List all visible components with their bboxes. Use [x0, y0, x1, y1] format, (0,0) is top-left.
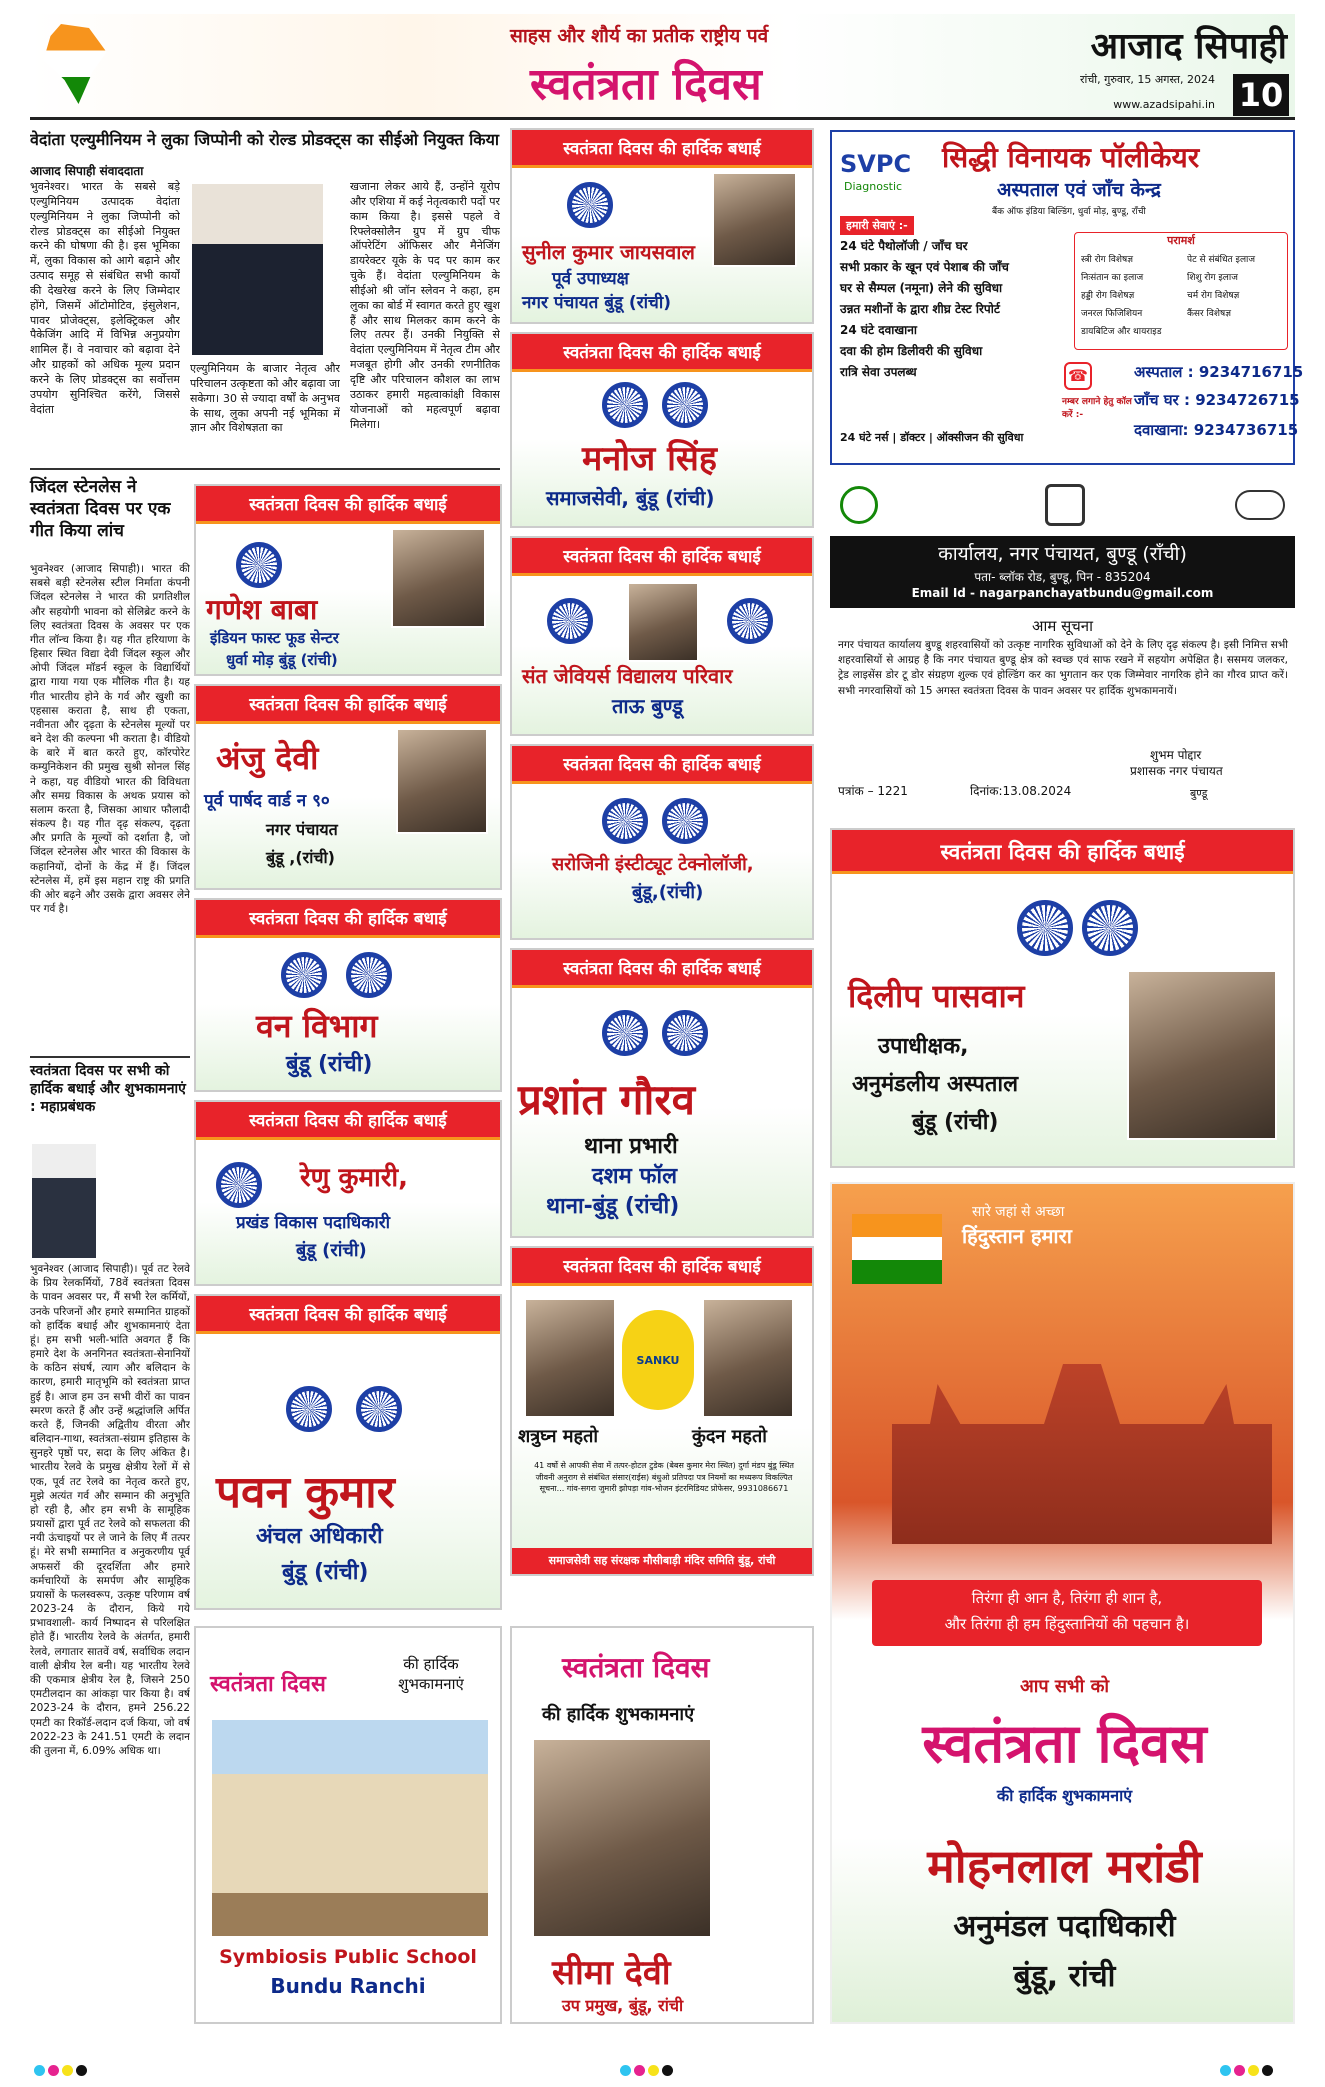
ad-anju-line1: पूर्व पार्षद वार्ड न ९० [204, 791, 330, 811]
clinic-subtitle: अस्पताल एवं जाँच केन्द्र [997, 179, 1161, 201]
newspaper-name: आजाद सिपाही [1090, 25, 1287, 67]
ad-symbiosis [194, 1626, 502, 2024]
mohan-line1: अनुमंडल पदाधिकारी [953, 1909, 1176, 1944]
clinic-services [840, 236, 1070, 383]
story3-headline: स्वतंत्रता दिवस पर सभी को हार्दिक बधाई और शुभकामनाएं : महाप्रबंधक [30, 1063, 186, 1116]
ad-anju-photo [396, 728, 488, 834]
ad-pawan-line2: बुंडू (रांची) [282, 1560, 369, 1585]
mohan-top1: सारे जहां से अच्छा [972, 1204, 1065, 1220]
mohan-name: मोहनलाल मरांडी [927, 1839, 1202, 1893]
clinic-service: 24 घंटे पैथोलॉजी / जाँच घर [840, 239, 968, 253]
ad-dilip-name: दिलीप पासवान [848, 977, 1025, 1015]
ad-prashant-line1: थाना प्रभारी [584, 1134, 678, 1159]
ad-xaviers-name: संत जेवियर्स विद्यालय परिवार [522, 664, 733, 688]
mohan-greet: आप सभी को [1019, 1676, 1110, 1697]
ad-xaviers: स्वतंत्रता दिवस की हार्दिक बधाई संत जेवियर्स विद्यालय परिवार ताऊ बुण्डू [510, 536, 814, 736]
clinic-service: 24 घंटे दवाखाना [840, 323, 918, 337]
ad-prashant-line3: थाना-बुंडू (रांची) [546, 1194, 680, 1219]
notice-ref: पत्रांक – 1221 [838, 784, 908, 798]
ad-mahto-footer: समाजसेवी सह संरक्षक मौसीबाड़ी मंदिर समिति बुंडू, रांची [512, 1548, 812, 1574]
ad-ganesh-photo [391, 528, 486, 628]
story1-col1: भुवनेश्वर। भारत के सबसे बड़े एल्युमिनियम उत्पादक वेदांता एल्युमिनियम ने लुका जिप्पोनी को रोल्ड प्रोडक्ट्स का सीईओ नियुक्त करने की घोषणा की है। इस भूमिका में, लुका विकास को आगे बढ़ाने और उत्पाद समूह से संबंधित सभी कार्यों की देखरेख करने के लिए जिम्मेदार होंगे, जिसमें ऑटोमोटिव, इंसुलेशन, पावर प्रोजेक्ट्स, इलेक्ट्रिकल और पैकेजिंग आदि में विभिन्न अनुप्रयोग शामिल हैं। वे नवाचार को बढ़ावा देने और ग्राहकों को अधिक मूल्य प्रदान करने के लिए प्रोडक्ट्स का सर्वोत्तम उपयोग सुनिश्चित करेंगे, जिससे वेदांता [30, 180, 180, 416]
ad-pawan: स्वतंत्रता दिवस की हार्दिक बधाई पवन कुमार अंचल अधिकारी बुंडू (रांची) [194, 1294, 502, 1610]
clinic-phone-hospital[interactable]: अस्पताल : 9234716715 [1134, 363, 1304, 381]
ad-dilip: स्वतंत्रता दिवस की हार्दिक बधाई दिलीप पासवान उपाधीक्षक, अनुमंडलीय अस्पताल बुंडू (रांची) [830, 828, 1295, 1168]
masthead-tagline: साहस और शौर्य का प्रतीक राष्ट्रीय पर्व [510, 25, 769, 47]
clinic-service: घर से सैम्पल (नमूना) लेने की सुविधा [840, 281, 1003, 295]
clinic-advice-box: परामर्श स्त्री रोग विशेषज्ञ निःसंतान का इलाज हड्डी रोग विशेषज्ञ जनरल फिजिशियन डायबिटिज और थायराइड पेट से संबंधित इलाज शिशु रोग इलाज चर्म रोग विशेषज्ञ कैंसर विशेषज्ञ [1074, 232, 1288, 350]
ad-ganesh-name: गणेश बाबा [206, 593, 318, 626]
ad-renu: स्वतंत्रता दिवस की हार्दिक बधाई रेणु कुमारी, प्रखंड विकास पदाधिकारी बुंडू (रांची) [194, 1100, 502, 1286]
clinic-title: सिद्धी विनायक पॉलीकेयर [942, 141, 1200, 174]
clinic-phone-pharmacy[interactable]: दवाखाना: 9234736715 [1134, 421, 1299, 439]
ad-sunil-name: सुनील कुमार जायसवाल [522, 240, 695, 264]
notice-address: पता- ब्लॉक रोड, बुण्डू, पिन - 835204 [974, 570, 1151, 584]
mohan-top2: हिंदुस्तान हमारा [962, 1224, 1072, 1248]
ad-sunil-line1: पूर्व उपाध्यक्ष [552, 269, 629, 289]
mohan-title: स्वतंत्रता दिवस [922, 1711, 1207, 1775]
ad-symbiosis-place: Bundu Ranchi [270, 1974, 426, 1998]
ad-pawan-line1: अंचल अधिकारी [256, 1524, 383, 1549]
ad-anju-line2: नगर पंचायत [266, 820, 338, 839]
ad-anju-line3: बुंडू ,(रांची) [266, 848, 335, 867]
ad-ganesh: स्वतंत्रता दिवस की हार्दिक बधाई गणेश बाबा इंडियन फास्ट फूड सेन्टर धुर्वा मोड़ बुंडू (रांची) [194, 484, 502, 676]
ad-mahto-text: 41 वर्षो से आपकी सेवा में तत्पर-होटल टुडेक (बेबस कुमार मेरा स्थित) दुर्गा मंडप बुंडू स्थित जीवनी अनुराग से संबंधित संसार(राईस) बंधुओ प्रतिपदा पत्र नियमों का मध्यरूप विकल्पित सूचना... गांव-सगरा जुमारी झोपड़ा गांव-भोजन इंटरमिडियट प्रोफेसर, 9931086671 [534, 1461, 794, 1494]
clinic-address: बैंक ऑफ इंडिया बिल्डिंग, धुर्वा मोड़, बुण्डू, राँची [992, 207, 1146, 217]
ad-renu-line1: प्रखंड विकास पदाधिकारी [236, 1213, 391, 1233]
ad-sunil-line2: नगर पंचायत बुंडू (रांची) [522, 293, 672, 313]
ad-seema-name: सीमा देवी [552, 1953, 671, 1993]
print-registration-marks [34, 2061, 90, 2073]
ad-manoj-name: मनोज सिंह [582, 439, 717, 479]
notice-logo-mid [1045, 484, 1085, 526]
ad-symbiosis-building [210, 1718, 490, 1938]
mohan-line2: बुंडू, रांची [1013, 1959, 1116, 1994]
notice-logo-right [1235, 490, 1285, 520]
notice-sign-place: बुण्डू [1190, 787, 1208, 800]
ad-mahto-name2: कुंदन महतो [692, 1426, 767, 1447]
story1-col3: खजाना लेकर आये हैं, उन्होंने यूरोप और एशिया में कई नेतृत्वकारी पदों पर काम किया है। इससे पहले वे रिफ्लेक्सोलैन ग्रुप में ग्रुप चीफ ऑपरेटिंग ऑफिसर और मैनेजिंग डायरेक्टर यूके के पद पर काम कर चुके हैं। वेदांता एल्युमिनियम के सीईओ श्री जॉन स्लेवन ने कहा, हम लुका का बोर्ड में स्वागत करते हुए खुश हैं और साथ मिलकर काम करने के लिए तत्पर हैं। उनकी नियुक्ति से वेदांता एल्युमिनियम में नेतृत्व टीम और मजबूत होगी और उनकी रणनीतिक दृष्टि और परिचालन कौशल का लाभ उठाकर हमारी महत्वाकांक्षी विकास योजनाओं को महत्वपूर्ण बढ़ावा मिलेगा। [350, 180, 500, 431]
ad-mahto-logo-text: SANKU [636, 1353, 680, 1367]
notice-email: Email Id - nagarpanchayatbundu@gmail.com [911, 586, 1214, 600]
ad-prashant: स्वतंत्रता दिवस की हार्दिक बधाई प्रशांत गौरव थाना प्रभारी दशम फॉल थाना-बुंडू (रांची) [510, 948, 814, 1238]
ad-prashant-line2: दशम फॉल [592, 1164, 678, 1189]
ad-sunil [510, 128, 814, 324]
story1-photo [190, 182, 325, 357]
ad-sunil-photo [712, 172, 797, 267]
ad-ganesh-line2: धुर्वा मोड़ बुंडू (रांची) [226, 651, 338, 669]
ad-seema-title: स्वतंत्रता दिवस [562, 1651, 710, 1684]
ad-van-name: वन विभाग [256, 1007, 378, 1045]
ad-dilip-line1: उपाधीक्षक, [878, 1034, 969, 1059]
ad-van-line1: बुंडू (रांची) [286, 1052, 373, 1077]
notice-sign-title: प्रशासक नगर पंचायत [1130, 764, 1223, 778]
ad-anju: स्वतंत्रता दिवस की हार्दिक बधाई अंजु देवी पूर्व पार्षद वार्ड न ९० नगर पंचायत बुंडू ,(रांची) [194, 684, 502, 890]
ad-manoj: स्वतंत्रता दिवस की हार्दिक बधाई मनोज सिंह समाजसेवी, बुंडू (रांची) [510, 332, 814, 528]
clinic-call: नम्बर लगाने हेतु कॉल करें :- [1062, 397, 1132, 420]
notice-logo-left [840, 486, 878, 524]
ad-mahto-photo2 [702, 1298, 794, 1418]
ad-dilip-line3: बुंडू (रांची) [912, 1110, 999, 1135]
story3-body: भुवनेश्वर (आजाद सिपाही)। पूर्व तट रेलवे के प्रिय रेलकर्मियों, 78वें स्वतंत्रता दिवस के पावन अवसर पर, मैं सभी रेल कर्मियों, उनके परिजनों और हमारे सम्मानित ग्राहकों को हार्दिक बधाई और शुभकामनाएं देता हूं। हम सभी भली-भांति अवगत हैं कि हमारे देश के अनगिनत स्वतंत्रता-सेनानियों के कठिन संघर्ष, त्याग और बलिदान के कारण, हमारी मातृभूमि को स्वतंत्रता प्राप्त हुई है। आज हम उन सभी वीरों का पावन स्मरण करते हैं और उन्हें श्रद्धांजलि अर्पित करते हैं, जिनकी अद्वितीय वीरता और बलिदान-गाथा, स्वतंत्रता-संग्राम इतिहास के सुनहरे पृष्ठों पर, सदा के लिए अंकित है। भारतीय रेलवे के प्रमुख क्षेत्रीय रेलों में से एक, पूर्व तट रेलवे का नेतृत्व करते हुए, मुझे अत्यंत गर्व और सम्मान की अनुभूति हो रही है, और हम सभी के सामूहिक प्रयासों द्वारा पूर्व तट रेलवे को सफलता की नयी ऊंचाइयों पर ले जाने के लिए मैं तत्पर हूं। मेरे सभी सम्मानित व अनुकरणीय पूर्व अफसरों की दूरदर्शिता और हमारे कर्मचारियों के समर्पण और सामूहिक प्रयासों के फलस्वरूप, उत्कृष्ट परिणाम वर्ष 2023-24 के दौरान, किये गये प्रभावशाली- कार्य निष्पादन से परिलक्षित होते हैं। भारतीय रेलवे के अंतर्गत, हमारी रेलवे, लगातार सातवें वर्ष, सर्वाधिक लदान वाली क्षेत्रीय रेल बनी। यह भारतीय रेलवे की एकमात्र क्षेत्रीय रेल है, जिसने 250 एमटीलदान का आंकड़ा पार किया है। वर्ष 2023-24 के दौरान, हमने 256.22 एमटी का रिकॉर्ड-लदान दर्ज किया, जो वर्ष 2022-23 के 241.51 एमटी के लदान की तुलना में, 6.09% अधिक था। [30, 1263, 190, 1757]
story2-body: भुवनेश्वर (आजाद सिपाही)। भारत की सबसे बड़ी स्टेनलेस स्टील निर्माता कंपनी जिंदल स्टेनलेस ने भारत की प्रगतिशील और सहयोगी भावना को सेलिब्रेट करने के लिए स्वतंत्रता दिवस के अवसर पर एक गीत लॉन्च किया है। यह गीत हरियाणा के हिसार स्थित विद्या देवी जिंदल स्कूल और ओपी जिंदल मॉडर्न स्कूल के विद्यार्थियों द्वारा गाया गया एक मौलिक गीत है। यह गीत भारतीय होने के गर्व और खुशी का एहसास कराता है, साथ ही एकता, नवीनता और दृढ़ता के स्टेनलेस मूल्यों पर बने देश की कल्पना भी कराता है। वीडियो के बारे में बात करते हुए, कॉरपोरेट कम्युनिकेशन की प्रमुख सुश्री सोनल सिंह ने कहा, यह वीडियो भारत की विविधता और समग्र विकास के अथक प्रयास को सलाम करता है, जिसका आधार फौलादी संकल्प है। यह गीत दृढ़ संकल्प, दृढ़ता और प्रगति के मूल्यों को दर्शाता है, जो जिंदल स्टेनलेस और भारत की विकास के कहानियों, दोनों के केंद्र में हैं। जिंदल स्टेनलेस में, हमें इस महान राष्ट्र की प्रगति की ओर बढ़ने और उसके द्वारा अवसर लेने पर गर्व है। [30, 563, 190, 916]
notice-date: दिनांक:13.08.2024 [970, 784, 1072, 798]
notice-head: आम सूचना [1032, 617, 1093, 635]
ad-symbiosis-title: स्वतंत्रता दिवस [210, 1672, 326, 1697]
masthead [30, 14, 1295, 120]
notice-sign: शुभम पोद्दार [1150, 748, 1202, 762]
ad-seema-photo [532, 1738, 712, 1938]
mohan-wish: की हार्दिक शुभकामनाएं [996, 1786, 1133, 1805]
clinic-service: उन्नत मशीनों के द्वारा शीघ्र टेस्ट रिपोर्ट [840, 302, 1000, 316]
clinic-phone-lab[interactable]: जाँच घर : 9234726715 [1134, 391, 1300, 409]
website-link[interactable]: www.azadsipahi.in [1113, 98, 1215, 111]
ad-mohanlal [830, 1182, 1295, 2024]
ad-sarojini-name: सरोजिनी इंस्टीट्यूट टेक्नोलॉजी, [552, 854, 754, 875]
edition-date: रांची, गुरुवार, 15 अगस्त, 2024 [1079, 73, 1215, 86]
print-registration-marks [620, 2061, 676, 2073]
clinic-service: दवा की होम डिलीवरी की सुविधा [840, 344, 983, 358]
clinic-advice-head: परामर्श [1167, 234, 1195, 247]
ad-anju-name: अंजु देवी [216, 739, 319, 777]
tricolor-map-icon [40, 24, 110, 104]
ad-pawan-name: पवन कुमार [216, 1467, 395, 1518]
mohan-quote2: और तिरंगा ही हम हिंदुस्तानियों की पहचान है। [944, 1615, 1190, 1633]
greeting-banner: स्वतंत्रता दिवस की हार्दिक बधाई [512, 130, 812, 168]
page-number: 10 [1233, 74, 1289, 116]
notice-office: कार्यालय, नगर पंचायत, बुण्डू (राँची) [938, 543, 1187, 565]
notice-body: नगर पंचायत कार्यालय बुण्डू शहरवासियों को उत्कृष्ट नागरिक सुविधाओं को देने के लिए दृढ़ संकल्प है। इसी निमित्त सभी शहरवासियों से आग्रह है कि नगर पंचायत बुण्डू क्षेत्र को स्वच्छ एवं साफ रखने में सहयोग अपेक्षित है। ससमय जलकर, ट्रेड लाइसेंस डोर टू डोर संग्रहण शुल्क एवं होल्डिंग कर का भुगतान कर एक जिम्मेवार नागरिक होने का गौरव प्राप्त करें। सभी नगरवासियों को 15 अगस्त स्वतंत्रता दिवस के पावन अवसर पर हार्दिक शुभकामनायें। [838, 639, 1288, 697]
story1-headline: वेदांता एल्युमीनियम ने लुका जिप्पोनी को रोल्ड प्रोडक्ट्स का सीईओ नियुक्त किया [30, 130, 500, 149]
clinic-logo-sub: Diagnostic [844, 180, 903, 193]
ad-dilip-line2: अनुमंडलीय अस्पताल [852, 1072, 1018, 1097]
ad-mahto-photo1 [524, 1298, 616, 1418]
phone-icon: ☎ [1064, 362, 1092, 390]
ad-dilip-photo [1127, 970, 1277, 1140]
mohan-quote1: तिरंगा ही आन है, तिरंगा ही शान है, [971, 1589, 1163, 1607]
flag-icon [852, 1214, 942, 1284]
notice [830, 476, 1295, 806]
story1-byline: आजाद सिपाही संवाददाता [30, 164, 144, 178]
story3-photo [30, 1142, 98, 1260]
ad-mahto: स्वतंत्रता दिवस की हार्दिक बधाई SANKU शत्रुघ्न महतो कुंदन महतो 41 वर्षो से आपकी सेवा में तत्पर-होटल टुडेक (बेबस कुमार मेरा स्थित) दुर्गा मंडप बुंडू स्थित जीवनी अनुराग से संबंधित संसार(राईस) बंधुओ प्रतिपदा पत्र नियमों का मध्यरूप विकल्पित सूचना... गांव-सगरा जुमारी झोपड़ा गांव-भोजन इंटरमिडियट प्रोफेसर, 9931086671 समाजसेवी सह संरक्षक मौसीबाड़ी मंदिर समिति बुंडू, रांची [510, 1246, 814, 1576]
ad-symbiosis-wish: की हार्दिक शुभकामनाएं [398, 1655, 464, 1693]
masthead-title: स्वतंत्रता दिवस [530, 59, 762, 110]
ad-renu-name: रेणु कुमारी, [300, 1163, 408, 1193]
ad-manoj-line1: समाजसेवी, बुंडू (रांची) [546, 486, 715, 510]
story2-headline: जिंदल स्टेनलेस ने स्वतंत्रता दिवस पर एक गीत किया लांच [30, 477, 171, 542]
ad-clinic [830, 130, 1304, 465]
ad-sarojini: स्वतंत्रता दिवस की हार्दिक बधाई सरोजिनी इंस्टीट्यूट टेक्नोलॉजी, बुंडू,(रांची) [510, 744, 814, 940]
ad-xaviers-line1: ताऊ बुण्डू [612, 694, 683, 718]
ad-sarojini-line1: बुंडू,(रांची) [632, 882, 704, 903]
clinic-logo: SVPC [840, 150, 912, 178]
ad-seema [510, 1626, 814, 2024]
ad-mahto-logo [622, 1310, 694, 1410]
clinic-services-head: हमारी सेवाएं :- [840, 216, 914, 235]
ad-van-vibhag: स्वतंत्रता दिवस की हार्दिक बधाई वन विभाग बुंडू (रांची) [194, 898, 502, 1092]
red-fort-image [892, 1344, 1272, 1544]
clinic-footer: 24 घंटे नर्स | डॉक्टर | ऑक्सीजन की सुविधा [840, 431, 1024, 444]
ad-mahto-name1: शत्रुघ्न महतो [518, 1426, 598, 1447]
story1-col2: एल्युमिनियम के बाजार नेतृत्व और परिचालन उत्कृष्टता को और बढ़ावा जा सकेगा। 30 से ज्यादा वर्षों के अनुभव के साथ, लुका अपनी नई भूमिका में ज्ञान और विशेषज्ञता का [190, 362, 340, 435]
ad-renu-line2: बुंडू (रांची) [296, 1240, 367, 1261]
ad-symbiosis-school: Symbiosis Public School [219, 1946, 477, 1968]
print-registration-marks [1220, 2061, 1276, 2073]
ad-seema-line1: उप प्रमुख, बुंडू, रांची [562, 1996, 684, 2015]
clinic-service: सभी प्रकार के खून एवं पेशाब की जाँच [840, 260, 1009, 274]
ad-xaviers-saint [627, 582, 699, 662]
ad-prashant-name: प्रशांत गौरव [518, 1075, 695, 1124]
clinic-service: रात्रि सेवा उपलब्ध [840, 365, 917, 379]
ad-seema-wish: की हार्दिक शुभकामनाएं [542, 1704, 695, 1725]
ad-ganesh-line1: इंडियन फास्ट फूड सेन्टर [210, 629, 339, 647]
